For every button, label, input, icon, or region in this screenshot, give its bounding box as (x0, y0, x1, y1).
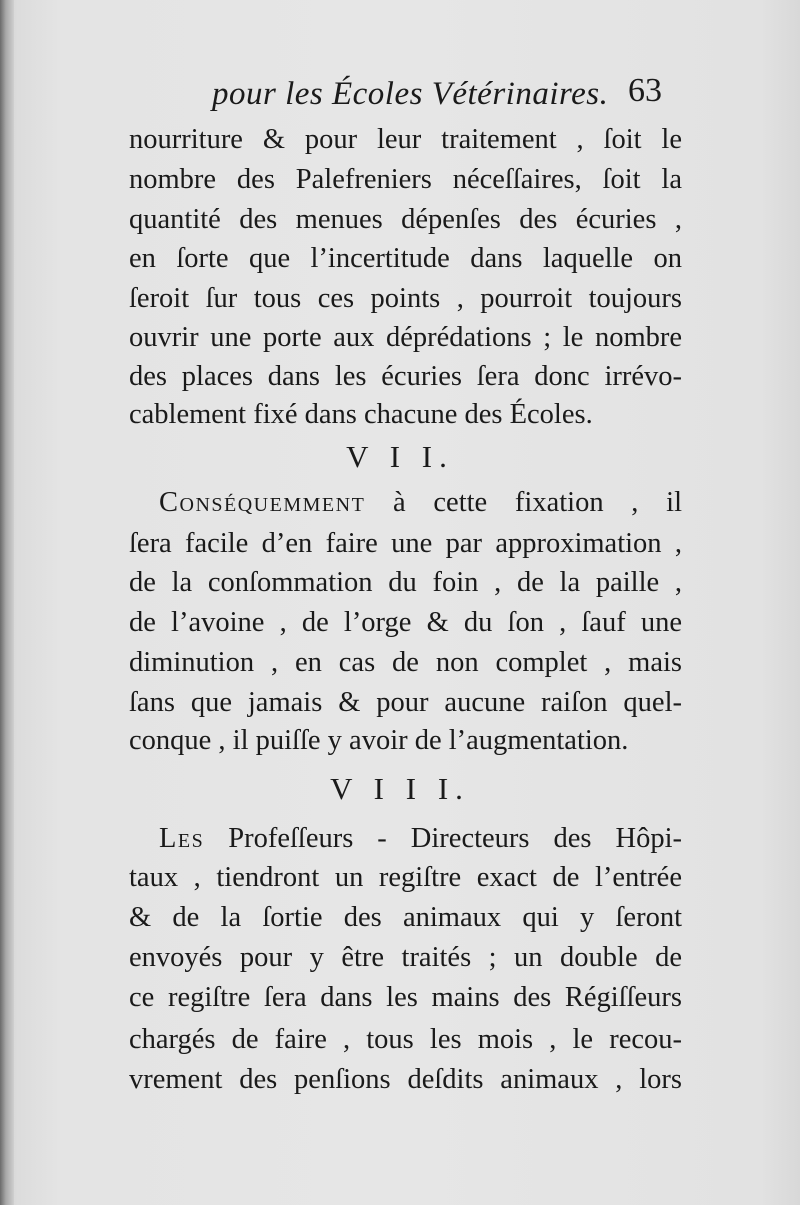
text-line: diminution , en cas de non complet , mais (129, 647, 682, 678)
text-line: quantité des menues dépenſes des écuries , (129, 204, 682, 235)
section-7-first-line (159, 483, 682, 523)
section-heading-8: V I I I. (330, 771, 470, 806)
text-line: taux , tiendront un regiſtre exact de l’entrée (129, 862, 682, 893)
text-line: & de la ſortie des animaux qui y ſeront (129, 902, 682, 933)
text-line: en ſorte que l’incertitude dans laquelle on (129, 243, 682, 274)
text-line: vrement des penſions deſdits animaux , lors (129, 1064, 682, 1095)
text-line: nourriture & pour leur traitement , ſoit le (129, 124, 682, 155)
text-line: de l’avoine , de l’orge & du ſon , ſauf une (129, 607, 682, 638)
text-line: nombre des Palefreniers néceſſaires, ſoit la (129, 164, 682, 195)
text-line: ſera facile d’en faire une par approximation , (129, 528, 682, 559)
page-gutter-shadow (0, 0, 14, 1205)
page-header (0, 72, 800, 122)
text-line: ce regiſtre ſera dans les mains des Régiſſeurs (129, 982, 682, 1013)
section-8-first-line (159, 819, 682, 859)
text-line: de la conſommation du foin , de la paille , (129, 567, 682, 598)
lead-word: Conséquemment (159, 487, 366, 518)
page-number: 63 (628, 72, 662, 109)
lead-word: Les (159, 823, 205, 854)
first-line-text: Profeſſeurs - Directeurs des Hôpi- (204, 823, 682, 854)
text-line: envoyés pour y être traités ; un double de (129, 942, 682, 973)
section-heading-7: V I I. (346, 439, 454, 474)
text-line: ſans que jamais & pour aucune raiſon quel- (129, 687, 682, 718)
text-line: des places dans les écuries ſera donc irrévo- (129, 361, 682, 392)
running-title: pour les Écoles Vétérinaires. (212, 76, 609, 112)
text-line: cablement fixé dans chacune des Écoles. (129, 399, 593, 430)
first-line-text: à cette fixation , il (365, 487, 682, 518)
text-line: ſeroit ſur tous ces points , pourroit toujours (129, 283, 682, 314)
text-line: ouvrir une porte aux déprédations ; le nombre (129, 322, 682, 353)
text-line: chargés de faire , tous les mois , le recou- (129, 1024, 682, 1055)
text-line: conque , il puiſſe y avoir de l’augmentation. (129, 725, 629, 756)
